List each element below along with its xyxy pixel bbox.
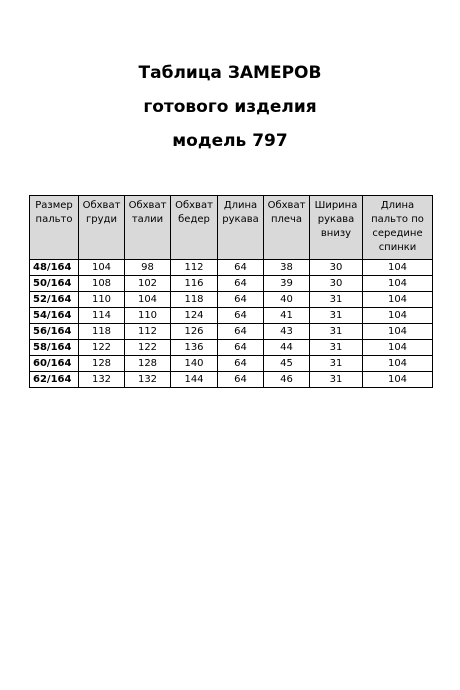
cell-coat-length: 104	[363, 308, 433, 324]
cell-coat-length: 104	[363, 356, 433, 372]
cell-shoulder: 41	[264, 308, 310, 324]
cell-hips: 136	[171, 340, 218, 356]
cell-chest: 114	[79, 308, 125, 324]
cell-size: 62/164	[30, 372, 79, 388]
cell-chest: 108	[79, 276, 125, 292]
document-title	[0, 56, 460, 158]
cell-hips: 116	[171, 276, 218, 292]
header-waist: Обхват талии	[125, 196, 171, 260]
cell-size: 58/164	[30, 340, 79, 356]
cell-sleeve-width: 30	[310, 260, 363, 276]
measurements-table	[29, 195, 433, 388]
cell-waist: 128	[125, 356, 171, 372]
cell-sleeve-length: 64	[218, 292, 264, 308]
cell-waist: 110	[125, 308, 171, 324]
cell-hips: 112	[171, 260, 218, 276]
cell-waist: 104	[125, 292, 171, 308]
cell-hips: 124	[171, 308, 218, 324]
cell-sleeve-width: 31	[310, 356, 363, 372]
cell-shoulder: 40	[264, 292, 310, 308]
table-row	[30, 340, 433, 356]
table-row	[30, 308, 433, 324]
cell-sleeve-length: 64	[218, 308, 264, 324]
table-header-row	[30, 196, 433, 260]
cell-coat-length: 104	[363, 324, 433, 340]
cell-hips: 126	[171, 324, 218, 340]
cell-shoulder: 43	[264, 324, 310, 340]
cell-sleeve-width: 30	[310, 276, 363, 292]
cell-coat-length: 104	[363, 276, 433, 292]
cell-hips: 144	[171, 372, 218, 388]
cell-shoulder: 39	[264, 276, 310, 292]
cell-shoulder: 38	[264, 260, 310, 276]
cell-sleeve-length: 64	[218, 340, 264, 356]
cell-sleeve-length: 64	[218, 324, 264, 340]
cell-sleeve-width: 31	[310, 340, 363, 356]
cell-coat-length: 104	[363, 260, 433, 276]
cell-sleeve-width: 31	[310, 308, 363, 324]
table-row	[30, 260, 433, 276]
header-sleeve-width: Ширина рукава внизу	[310, 196, 363, 260]
cell-hips: 118	[171, 292, 218, 308]
table-row	[30, 276, 433, 292]
cell-size: 48/164	[30, 260, 79, 276]
cell-sleeve-width: 31	[310, 292, 363, 308]
table-row	[30, 292, 433, 308]
cell-chest: 122	[79, 340, 125, 356]
cell-waist: 102	[125, 276, 171, 292]
header-size: Размер пальто	[30, 196, 79, 260]
cell-waist: 132	[125, 372, 171, 388]
header-shoulder: Обхват плеча	[264, 196, 310, 260]
title-line-3: модель 797	[172, 131, 288, 151]
cell-sleeve-length: 64	[218, 260, 264, 276]
cell-coat-length: 104	[363, 340, 433, 356]
table-row	[30, 324, 433, 340]
cell-waist: 112	[125, 324, 171, 340]
cell-chest: 104	[79, 260, 125, 276]
cell-waist: 98	[125, 260, 171, 276]
header-hips: Обхват бедер	[171, 196, 218, 260]
cell-shoulder: 45	[264, 356, 310, 372]
cell-size: 60/164	[30, 356, 79, 372]
cell-chest: 132	[79, 372, 125, 388]
cell-shoulder: 46	[264, 372, 310, 388]
cell-coat-length: 104	[363, 372, 433, 388]
cell-waist: 122	[125, 340, 171, 356]
cell-chest: 110	[79, 292, 125, 308]
cell-sleeve-width: 31	[310, 372, 363, 388]
cell-size: 56/164	[30, 324, 79, 340]
cell-shoulder: 44	[264, 340, 310, 356]
cell-sleeve-length: 64	[218, 372, 264, 388]
cell-chest: 128	[79, 356, 125, 372]
title-line-1: Таблица ЗАМЕРОВ	[138, 63, 322, 83]
cell-size: 54/164	[30, 308, 79, 324]
cell-size: 52/164	[30, 292, 79, 308]
cell-chest: 118	[79, 324, 125, 340]
cell-coat-length: 104	[363, 292, 433, 308]
table-row	[30, 372, 433, 388]
cell-hips: 140	[171, 356, 218, 372]
cell-sleeve-length: 64	[218, 356, 264, 372]
table-row	[30, 356, 433, 372]
title-line-2: готового изделия	[143, 97, 317, 117]
header-sleeve-length: Длина рукава	[218, 196, 264, 260]
cell-sleeve-width: 31	[310, 324, 363, 340]
cell-sleeve-length: 64	[218, 276, 264, 292]
header-chest: Обхват груди	[79, 196, 125, 260]
cell-size: 50/164	[30, 276, 79, 292]
header-coat-length: Длина пальто по середине спинки	[363, 196, 433, 260]
